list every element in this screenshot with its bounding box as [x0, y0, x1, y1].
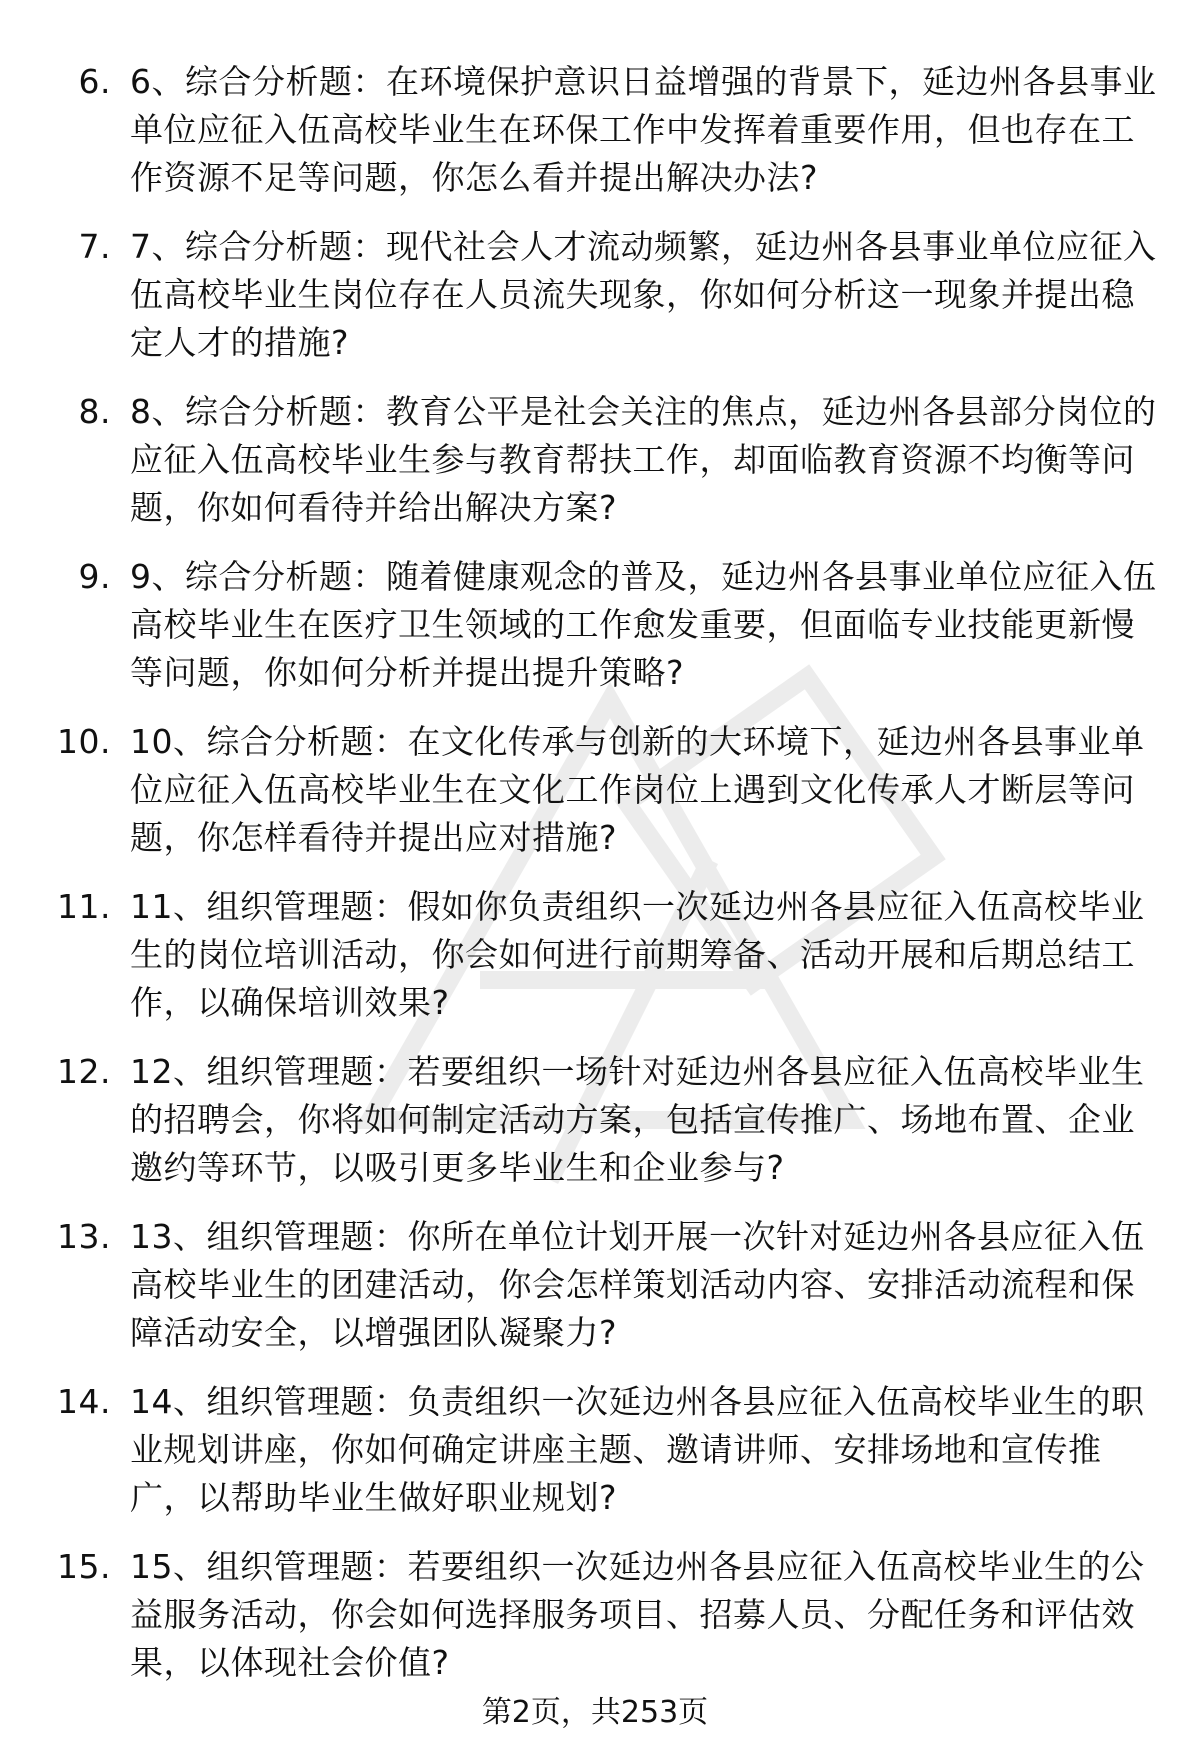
question-list	[0, 58, 1190, 1708]
question-number: 12.	[57, 1052, 111, 1091]
question-text: 14、组织管理题：负责组织一次延边州各县应征入伍高校毕业生的职业规划讲座，你如何确定讲座主题、邀请讲师、安排场地和宣传推广，以帮助毕业生做好职业规划?	[130, 1382, 1145, 1517]
question-text: 8、综合分析题：教育公平是社会关注的焦点，延边州各县部分岗位的应征入伍高校毕业生参与教育帮扶工作，却面临教育资源不均衡等问题，你如何看待并给出解决方案?	[130, 392, 1157, 527]
question-text: 11、组织管理题：假如你负责组织一次延边州各县应征入伍高校毕业生的岗位培训活动，你会如何进行前期筹备、活动开展和后期总结工作，以确保培训效果?	[130, 887, 1145, 1022]
page-number-label: 第2页，共253页	[481, 1695, 709, 1730]
question-number: 10.	[57, 722, 111, 761]
question-text: 6、综合分析题：在环境保护意识日益增强的背景下，延边州各县事业单位应征入伍高校毕业生在环保工作中发挥着重要作用，但也存在工作资源不足等问题，你怎么看并提出解决办法?	[130, 62, 1157, 197]
question-number: 7.	[78, 227, 111, 266]
question-item	[0, 1378, 1190, 1522]
question-text: 10、综合分析题：在文化传承与创新的大环境下，延边州各县事业单位应征入伍高校毕业生在文化工作岗位上遇到文化传承人才断层等问题，你怎样看待并提出应对措施?	[130, 722, 1145, 857]
page-footer	[0, 1693, 1190, 1733]
question-number: 6.	[78, 62, 111, 101]
question-item	[0, 718, 1190, 862]
question-item	[0, 553, 1190, 697]
question-number: 11.	[57, 887, 111, 926]
question-item	[0, 1048, 1190, 1192]
question-item	[0, 58, 1190, 202]
question-text: 9、综合分析题：随着健康观念的普及，延边州各县事业单位应征入伍高校毕业生在医疗卫生领域的工作愈发重要，但面临专业技能更新慢等问题，你如何分析并提出提升策略?	[130, 557, 1157, 692]
question-text: 13、组织管理题：你所在单位计划开展一次针对延边州各县应征入伍高校毕业生的团建活动，你会怎样策划活动内容、安排活动流程和保障活动安全，以增强团队凝聚力?	[130, 1217, 1145, 1352]
question-number: 8.	[78, 392, 111, 431]
question-number: 9.	[78, 557, 111, 596]
question-number: 13.	[57, 1217, 111, 1256]
question-text: 12、组织管理题：若要组织一场针对延边州各县应征入伍高校毕业生的招聘会，你将如何制定活动方案，包括宣传推广、场地布置、企业邀约等环节，以吸引更多毕业生和企业参与?	[130, 1052, 1145, 1187]
question-item	[0, 1213, 1190, 1357]
question-item	[0, 388, 1190, 532]
question-text: 15、组织管理题：若要组织一次延边州各县应征入伍高校毕业生的公益服务活动，你会如何选择服务项目、招募人员、分配任务和评估效果，以体现社会价值?	[130, 1547, 1145, 1682]
question-item	[0, 883, 1190, 1027]
question-item	[0, 223, 1190, 367]
question-item	[0, 1543, 1190, 1687]
question-number: 15.	[57, 1547, 111, 1586]
question-text: 7、综合分析题：现代社会人才流动频繁，延边州各县事业单位应征入伍高校毕业生岗位存在人员流失现象，你如何分析这一现象并提出稳定人才的措施?	[130, 227, 1157, 362]
question-number: 14.	[57, 1382, 111, 1421]
